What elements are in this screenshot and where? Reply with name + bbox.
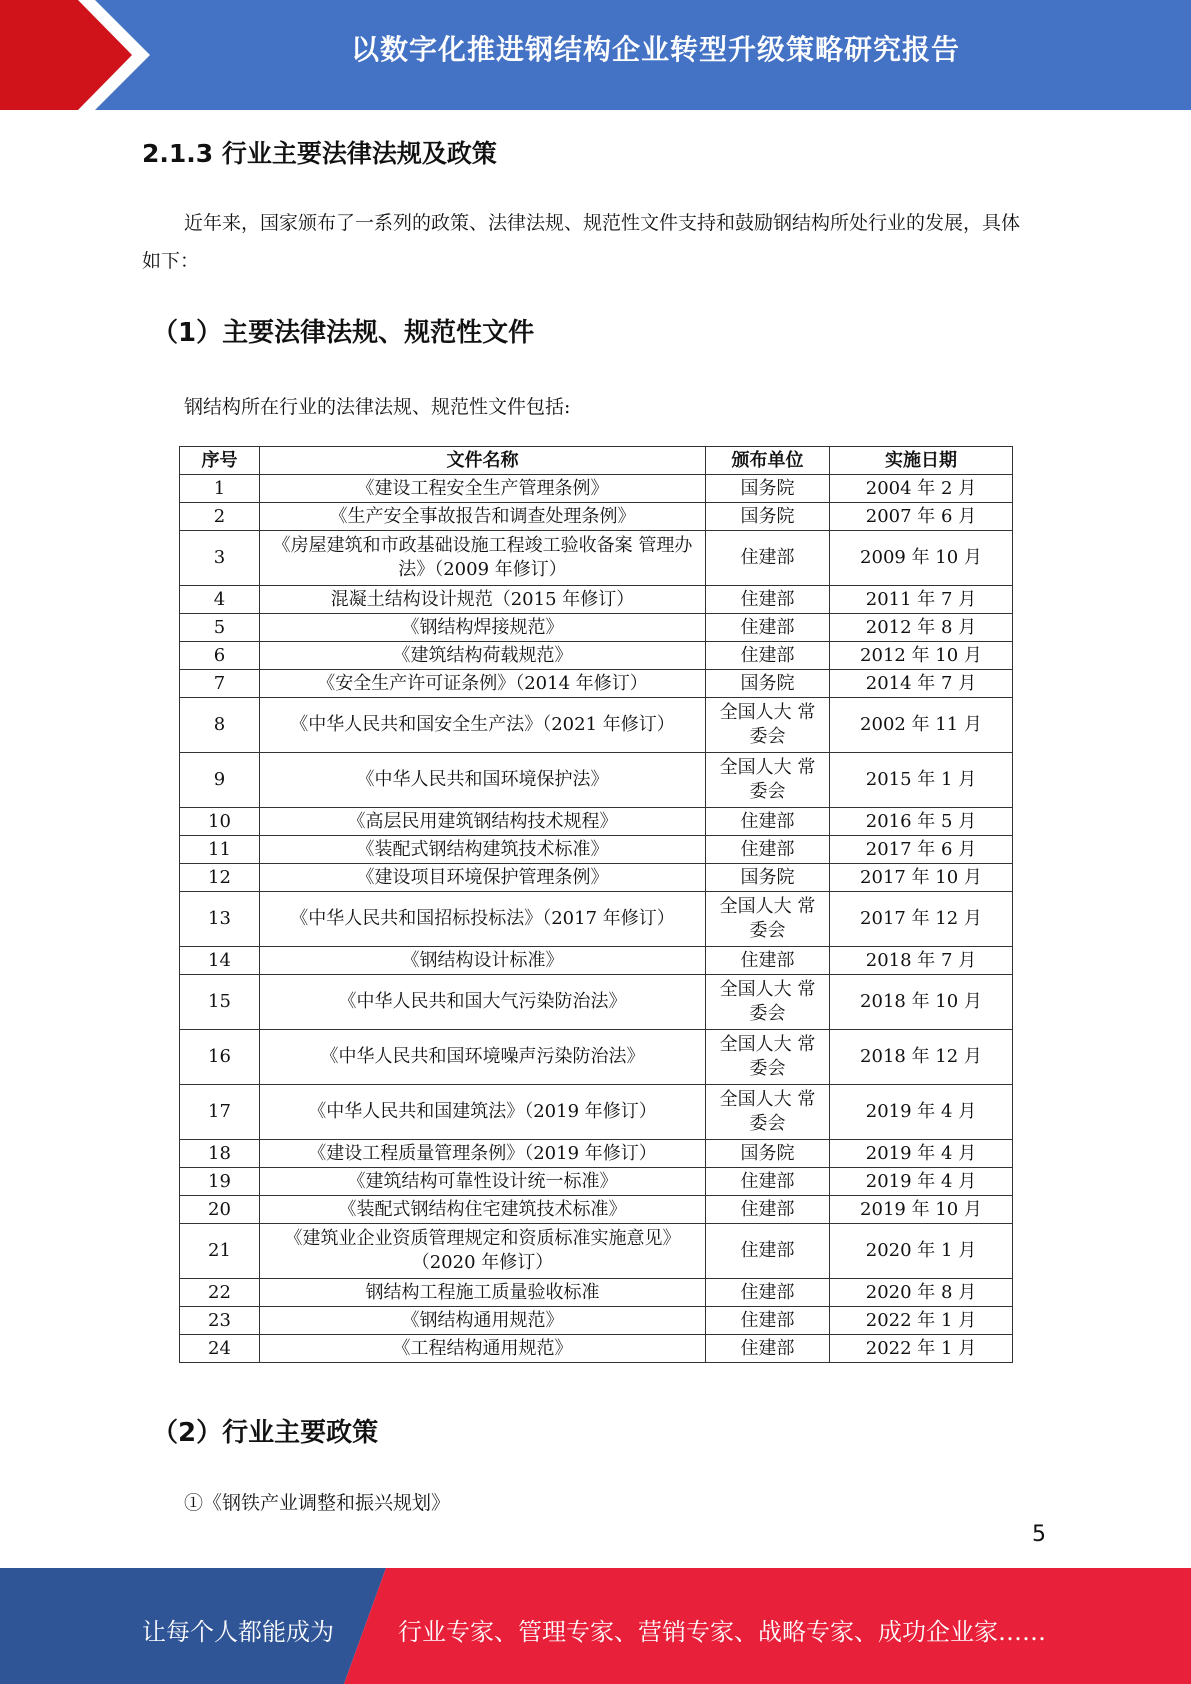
row-number: 13 [180, 892, 260, 947]
section-heading: 2.1.3 行业主要法律法规及政策 [142, 139, 497, 168]
footer-slogan-right: 行业专家、管理专家、营销专家、战略专家、成功企业家…… [398, 1618, 1046, 1646]
effective-date: 2007 年 6 月 [830, 503, 1013, 531]
table-row [180, 503, 1013, 531]
row-number: 10 [180, 808, 260, 836]
table-row [180, 1030, 1013, 1085]
page-footer [0, 1568, 1191, 1684]
document-name: 《房屋建筑和市政基础设施工程竣工验收备案 管理办法》（2009 年修订） [260, 531, 706, 586]
col-header-date: 实施日期 [830, 447, 1013, 475]
effective-date: 2017 年 6 月 [830, 836, 1013, 864]
effective-date: 2018 年 12 月 [830, 1030, 1013, 1085]
table-row [180, 864, 1013, 892]
row-number: 18 [180, 1140, 260, 1168]
table-row [180, 753, 1013, 808]
issuing-body: 住建部 [706, 1224, 830, 1279]
effective-date: 2022 年 1 月 [830, 1307, 1013, 1335]
subsection-heading-policies: （2）行业主要政策 [152, 1418, 379, 1448]
issuing-body: 住建部 [706, 586, 830, 614]
issuing-body: 全国人大 常委会 [706, 1030, 830, 1085]
effective-date: 2020 年 8 月 [830, 1279, 1013, 1307]
issuing-body: 国务院 [706, 1140, 830, 1168]
effective-date: 2017 年 12 月 [830, 892, 1013, 947]
row-number: 19 [180, 1168, 260, 1196]
effective-date: 2019 年 4 月 [830, 1140, 1013, 1168]
issuing-body: 住建部 [706, 1335, 830, 1363]
col-header-number: 序号 [180, 447, 260, 475]
effective-date: 2022 年 1 月 [830, 1335, 1013, 1363]
effective-date: 2014 年 7 月 [830, 670, 1013, 698]
document-name: 《建筑结构可靠性设计统一标准》 [260, 1168, 706, 1196]
issuing-body: 全国人大 常委会 [706, 1085, 830, 1140]
effective-date: 2009 年 10 月 [830, 531, 1013, 586]
issuing-body: 住建部 [706, 642, 830, 670]
issuing-body: 住建部 [706, 836, 830, 864]
table-row [180, 975, 1013, 1030]
row-number: 17 [180, 1085, 260, 1140]
footer-slogan-left: 让每个人都能成为 [142, 1618, 334, 1646]
issuing-body: 全国人大 常委会 [706, 892, 830, 947]
page-number: 5 [1032, 1522, 1046, 1547]
issuing-body: 全国人大 常委会 [706, 753, 830, 808]
row-number: 8 [180, 698, 260, 753]
effective-date: 2019 年 10 月 [830, 1196, 1013, 1224]
laws-intro: 钢结构所在行业的法律法规、规范性文件包括: [184, 396, 571, 418]
issuing-body: 国务院 [706, 475, 830, 503]
row-number: 1 [180, 475, 260, 503]
policy-item: ①《钢铁产业调整和振兴规划》 [184, 1492, 451, 1514]
page-header [0, 0, 1191, 110]
effective-date: 2019 年 4 月 [830, 1085, 1013, 1140]
row-number: 6 [180, 642, 260, 670]
row-number: 5 [180, 614, 260, 642]
table-row [180, 947, 1013, 975]
laws-table [179, 446, 1013, 1363]
issuing-body: 住建部 [706, 531, 830, 586]
effective-date: 2015 年 1 月 [830, 753, 1013, 808]
issuing-body: 住建部 [706, 1279, 830, 1307]
issuing-body: 住建部 [706, 808, 830, 836]
row-number: 23 [180, 1307, 260, 1335]
effective-date: 2011 年 7 月 [830, 586, 1013, 614]
issuing-body: 国务院 [706, 670, 830, 698]
issuing-body: 全国人大 常委会 [706, 698, 830, 753]
issuing-body: 住建部 [706, 1307, 830, 1335]
issuing-body: 住建部 [706, 1196, 830, 1224]
row-number: 4 [180, 586, 260, 614]
document-name: 《工程结构通用规范》 [260, 1335, 706, 1363]
row-number: 2 [180, 503, 260, 531]
table-row [180, 1168, 1013, 1196]
document-name: 《中华人民共和国大气污染防治法》 [260, 975, 706, 1030]
effective-date: 2002 年 11 月 [830, 698, 1013, 753]
table-row [180, 1279, 1013, 1307]
issuing-body: 住建部 [706, 614, 830, 642]
document-name: 《钢结构设计标准》 [260, 947, 706, 975]
issuing-body: 全国人大 常委会 [706, 975, 830, 1030]
table-row [180, 892, 1013, 947]
table-row [180, 1335, 1013, 1363]
document-name: 混凝土结构设计规范（2015 年修订） [260, 586, 706, 614]
document-name: 《建筑业企业资质管理规定和资质标准实施意见》（2020 年修订） [260, 1224, 706, 1279]
row-number: 22 [180, 1279, 260, 1307]
table-row [180, 836, 1013, 864]
document-name: 《建设工程安全生产管理条例》 [260, 475, 706, 503]
document-name: 《钢结构焊接规范》 [260, 614, 706, 642]
document-name: 钢结构工程施工质量验收标准 [260, 1279, 706, 1307]
intro-paragraph: 近年来，国家颁布了一系列的政策、法律法规、规范性文件支持和鼓励钢结构所处行业的发展，具体如下： [142, 212, 1021, 272]
row-number: 20 [180, 1196, 260, 1224]
table-row [180, 586, 1013, 614]
effective-date: 2017 年 10 月 [830, 864, 1013, 892]
document-name: 《建设工程质量管理条例》（2019 年修订） [260, 1140, 706, 1168]
col-header-issuer: 颁布单位 [706, 447, 830, 475]
issuing-body: 国务院 [706, 864, 830, 892]
table-row [180, 670, 1013, 698]
row-number: 24 [180, 1335, 260, 1363]
document-name: 《装配式钢结构住宅建筑技术标准》 [260, 1196, 706, 1224]
row-number: 7 [180, 670, 260, 698]
issuing-body: 住建部 [706, 947, 830, 975]
table-row [180, 475, 1013, 503]
document-name: 《中华人民共和国环境保护法》 [260, 753, 706, 808]
table-row [180, 614, 1013, 642]
table-row [180, 1224, 1013, 1279]
document-name: 《生产安全事故报告和调查处理条例》 [260, 503, 706, 531]
document-name: 《中华人民共和国环境噪声污染防治法》 [260, 1030, 706, 1085]
row-number: 3 [180, 531, 260, 586]
document-name: 《建设项目环境保护管理条例》 [260, 864, 706, 892]
effective-date: 2016 年 5 月 [830, 808, 1013, 836]
row-number: 9 [180, 753, 260, 808]
table-row [180, 698, 1013, 753]
document-name: 《钢结构通用规范》 [260, 1307, 706, 1335]
effective-date: 2012 年 10 月 [830, 642, 1013, 670]
effective-date: 2018 年 10 月 [830, 975, 1013, 1030]
header-arrow-decoration [0, 0, 180, 110]
document-name: 《安全生产许可证条例》（2014 年修订） [260, 670, 706, 698]
document-name: 《中华人民共和国安全生产法》（2021 年修订） [260, 698, 706, 753]
row-number: 21 [180, 1224, 260, 1279]
table-row [180, 642, 1013, 670]
row-number: 15 [180, 975, 260, 1030]
subsection-heading-laws: （1）主要法律法规、规范性文件 [152, 318, 535, 348]
issuing-body: 国务院 [706, 503, 830, 531]
effective-date: 2018 年 7 月 [830, 947, 1013, 975]
table-row [180, 1307, 1013, 1335]
effective-date: 2004 年 2 月 [830, 475, 1013, 503]
table-row [180, 531, 1013, 586]
document-name: 《中华人民共和国招标投标法》（2017 年修订） [260, 892, 706, 947]
table-row [180, 1196, 1013, 1224]
document-name: 《中华人民共和国建筑法》（2019 年修订） [260, 1085, 706, 1140]
col-header-name: 文件名称 [260, 447, 706, 475]
row-number: 16 [180, 1030, 260, 1085]
row-number: 12 [180, 864, 260, 892]
table-header-row [180, 447, 1013, 475]
document-name: 《高层民用建筑钢结构技术规程》 [260, 808, 706, 836]
issuing-body: 住建部 [706, 1168, 830, 1196]
header-title: 以数字化推进钢结构企业转型升级策略研究报告 [350, 33, 960, 66]
row-number: 11 [180, 836, 260, 864]
row-number: 14 [180, 947, 260, 975]
table-row [180, 808, 1013, 836]
table-row [180, 1140, 1013, 1168]
document-name: 《建筑结构荷载规范》 [260, 642, 706, 670]
document-name: 《装配式钢结构建筑技术标准》 [260, 836, 706, 864]
table-row [180, 1085, 1013, 1140]
effective-date: 2019 年 4 月 [830, 1168, 1013, 1196]
effective-date: 2012 年 8 月 [830, 614, 1013, 642]
effective-date: 2020 年 1 月 [830, 1224, 1013, 1279]
table-body [180, 475, 1013, 1363]
